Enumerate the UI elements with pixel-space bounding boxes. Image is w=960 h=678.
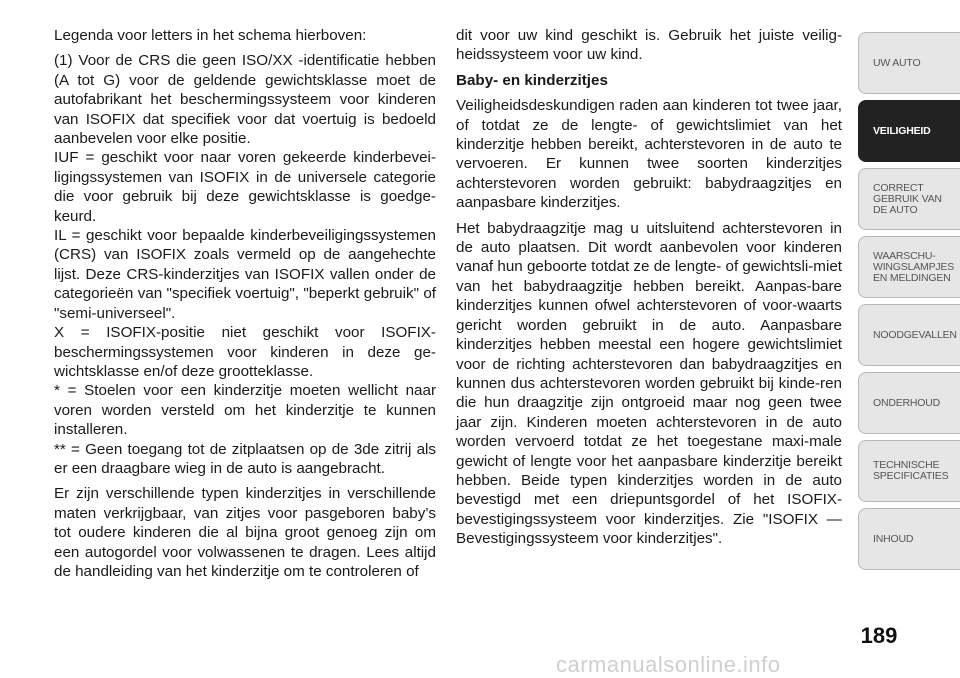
watermark: carmanualsonline.info bbox=[556, 652, 781, 677]
legend-il: IL = geschikt voor bepaalde kinderbeveiligingssystemen (CRS) van ISOFIX zoals vermeld op de aangehechte lijst. Deze CRS-kinderzitjes van ISOFIX vallen onder de categorieën van "specifiek voertuig", "beperkt gebruik" of "semi-universeel". bbox=[54, 227, 436, 322]
chapter-sidebar bbox=[858, 32, 960, 576]
tab-veiligheid[interactable] bbox=[858, 100, 960, 162]
tab-label: CORRECT GEBRUIK VAN DE AUTO bbox=[873, 181, 942, 216]
tab-waarschuwingslampjes[interactable] bbox=[858, 236, 960, 298]
tab-uw-auto[interactable] bbox=[858, 32, 960, 94]
legend-double-star: ** = Geen toegang tot de zitplaatsen op de 3de zitrij als er een draagbare wieg in de auto is aangebracht. bbox=[54, 440, 436, 477]
legend-intro: Legenda voor letters in het schema hierboven: bbox=[54, 27, 367, 44]
tab-label: INHOUD bbox=[873, 532, 914, 545]
legend-note-1: (1) Voor de CRS die geen ISO/XX -identificatie hebben (A tot G) voor de geldende gewichtsklasse moet de autofabrikant het beschermingssysteem voor kinderen van ISOFIX dat specifiek voor dat voertuig is bedoeld aanbevelen voor elke positie. bbox=[54, 52, 436, 148]
baby-carrier-paragraph: Het babydraagzitje mag u uitsluitend achterstevoren in de auto plaatsen. Dit wordt aanbevolen voor kinderen vanaf hun geboorte totdat ze de lengte- of gewichtsli-miet van het babydraagzitje hebben bereikt. Aanpas-bare kinderzitjes kunnen ofwel achterstevoren of voor-waarts gericht worden gebruikt in de auto. Aanpasbare kinderzitjes hebben meestal een hogere gewichtslimiet voor de richting achterstevoren dan babydraagzitjes en kunnen dus achterstevoren worden gebruikt bij kinde-ren die hun draagzitje zijn ontgroeid maar nog geen twee jaar zijn. Kinderen moeten achterstevoren in de auto worden vervoerd totdat ze het toegestane maxi-male gewicht of lengte voor het aanpasbare kinderzitje bereikt hebben. Beide typen kinderzitjes worden in de auto bevestigd met een driepuntsgordel of het ISOFIX-bevestigingssysteem voor kinderzitjes. Zie "ISOFIX — Bevestigingssysteem voor kinderzitjes". bbox=[456, 219, 842, 548]
section-heading: Baby- en kinderzitjes bbox=[456, 71, 608, 89]
left-column bbox=[54, 26, 436, 587]
tab-noodgevallen[interactable] bbox=[858, 304, 960, 366]
page-number: 189 bbox=[860, 623, 898, 648]
tab-onderhoud[interactable] bbox=[858, 372, 960, 434]
tab-technische-specificaties[interactable] bbox=[858, 440, 960, 502]
legend-iuf: IUF = geschikt voor naar voren gekeerde kinderbevei-ligingssystemen van ISOFIX in de universele categorie die voor gebruik bij deze gewichtsklasse is goedge-keurd. bbox=[54, 149, 436, 225]
legend-star: * = Stoelen voor een kinderzitje moeten wellicht naar voren worden versteld om het kinderzitje te kunnen installeren. bbox=[54, 382, 436, 439]
tab-inhoud[interactable] bbox=[858, 508, 960, 570]
tab-label: WAARSCHU- WINGSLAMPJES EN MELDINGEN bbox=[873, 249, 955, 284]
child-seat-types-paragraph: Er zijn verschillende typen kinderzitjes in verschillende maten verkrijgbaar, van zitjes voor pasgeboren baby’s tot oudere kinderen die al bijna groot genoeg zijn om een autogordel voor volwassenen te dragen. Lees altijd de handleiding van het kinderzitje om te controleren of bbox=[54, 485, 436, 580]
tab-label: UW AUTO bbox=[873, 56, 921, 69]
continued-paragraph: dit voor uw kind geschikt is. Gebruik het juiste veilig-heidssysteem voor uw kind. bbox=[456, 27, 842, 64]
tab-label: VEILIGHEID bbox=[873, 124, 931, 137]
tab-label: ONDERHOUD bbox=[873, 396, 941, 409]
legend-x: X = ISOFIX-positie niet geschikt voor ISOFIX-beschermingssystemen voor kinderen in deze ge-wichtsklasse en/of deze grootteklasse. bbox=[54, 324, 436, 380]
experts-paragraph: Veiligheidsdeskundigen raden aan kinderen tot twee jaar, of totdat ze de lengte- of gewichtslimiet van het kinderzitje hebben bereikt, achterstevoren in de auto te vervoeren. Er kunnen twee soorten kinderzitjes achterstevoren worden gebruikt: babydraagzitjes en aanpasbare kinderzitjes. bbox=[456, 97, 842, 212]
tab-correct-gebruik[interactable] bbox=[858, 168, 960, 230]
tab-label: NOODGEVALLEN bbox=[873, 328, 957, 341]
tab-label: TECHNISCHE SPECIFICATIES bbox=[873, 459, 949, 482]
right-column bbox=[456, 26, 842, 555]
